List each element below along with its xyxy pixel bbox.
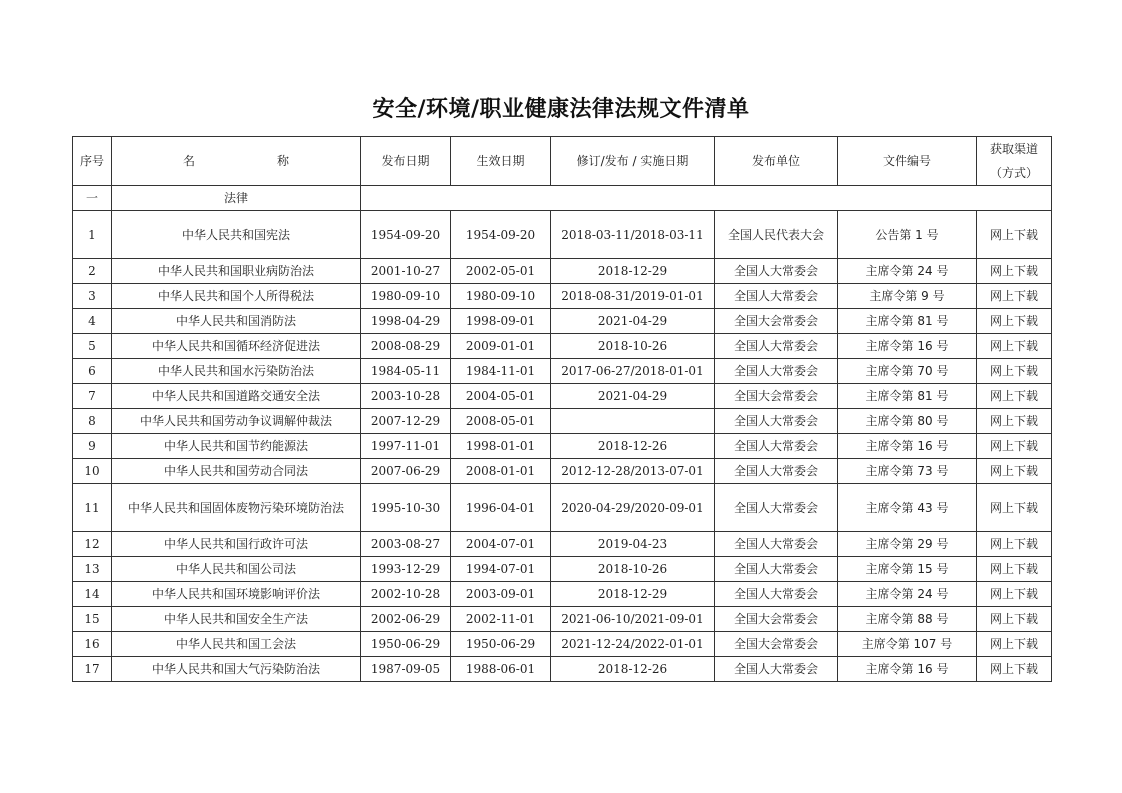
cell-publish-date: 2001-10-27 — [361, 259, 451, 284]
cell-issuer: 全国人大常委会 — [715, 284, 838, 309]
cell-revision-date: 2018-10-26 — [551, 334, 715, 359]
cell-publish-date: 1954-09-20 — [361, 211, 451, 259]
cell-publish-date: 2002-06-29 — [361, 607, 451, 632]
cell-publish-date: 2007-06-29 — [361, 459, 451, 484]
cell-publish-date: 1997-11-01 — [361, 434, 451, 459]
cell-publish-date: 2008-08-29 — [361, 334, 451, 359]
table-row — [73, 582, 1052, 607]
cell-issuer: 全国人民代表大会 — [715, 211, 838, 259]
cell-name: 中华人民共和国消防法 — [112, 309, 361, 334]
table-row — [73, 532, 1052, 557]
cell-revision-date: 2021-12-24/2022-01-01 — [551, 632, 715, 657]
cell-channel: 网上下载 — [977, 259, 1052, 284]
cell-effective-date: 1998-01-01 — [451, 434, 551, 459]
cell-doc-no: 主席令第 15 号 — [838, 557, 977, 582]
cell-channel: 网上下载 — [977, 532, 1052, 557]
cell-channel: 网上下载 — [977, 284, 1052, 309]
cell-publish-date: 1987-09-05 — [361, 657, 451, 682]
cell-seq: 16 — [73, 632, 112, 657]
cell-doc-no: 主席令第 16 号 — [838, 434, 977, 459]
cell-revision-date: 2021-04-29 — [551, 309, 715, 334]
cell-effective-date: 1950-06-29 — [451, 632, 551, 657]
cell-publish-date: 1995-10-30 — [361, 484, 451, 532]
cell-doc-no: 主席令第 29 号 — [838, 532, 977, 557]
table-row — [73, 384, 1052, 409]
section-seq: 一 — [73, 186, 112, 211]
cell-effective-date: 2008-05-01 — [451, 409, 551, 434]
cell-doc-no: 主席令第 88 号 — [838, 607, 977, 632]
cell-issuer: 全国人大常委会 — [715, 657, 838, 682]
cell-name: 中华人民共和国个人所得税法 — [112, 284, 361, 309]
cell-revision-date: 2018-12-26 — [551, 657, 715, 682]
cell-doc-no: 主席令第 43 号 — [838, 484, 977, 532]
header-name-b: 称 — [277, 154, 290, 168]
cell-doc-no: 主席令第 70 号 — [838, 359, 977, 384]
cell-revision-date: 2018-08-31/2019-01-01 — [551, 284, 715, 309]
cell-revision-date: 2018-10-26 — [551, 557, 715, 582]
cell-seq: 15 — [73, 607, 112, 632]
section-label: 法律 — [112, 186, 361, 211]
cell-seq: 5 — [73, 334, 112, 359]
cell-name: 中华人民共和国大气污染防治法 — [112, 657, 361, 682]
cell-publish-date: 1993-12-29 — [361, 557, 451, 582]
cell-seq: 12 — [73, 532, 112, 557]
cell-channel: 网上下载 — [977, 557, 1052, 582]
cell-issuer: 全国人大常委会 — [715, 582, 838, 607]
cell-name: 中华人民共和国宪法 — [112, 211, 361, 259]
table-row — [73, 557, 1052, 582]
cell-channel: 网上下载 — [977, 459, 1052, 484]
cell-channel: 网上下载 — [977, 607, 1052, 632]
cell-name: 中华人民共和国工会法 — [112, 632, 361, 657]
cell-effective-date: 1984-11-01 — [451, 359, 551, 384]
cell-seq: 6 — [73, 359, 112, 384]
cell-effective-date: 2004-07-01 — [451, 532, 551, 557]
cell-seq: 1 — [73, 211, 112, 259]
cell-effective-date: 1998-09-01 — [451, 309, 551, 334]
cell-revision-date: 2019-04-23 — [551, 532, 715, 557]
cell-revision-date: 2012-12-28/2013-07-01 — [551, 459, 715, 484]
cell-publish-date: 1998-04-29 — [361, 309, 451, 334]
cell-name: 中华人民共和国安全生产法 — [112, 607, 361, 632]
cell-publish-date: 1980-09-10 — [361, 284, 451, 309]
cell-seq: 10 — [73, 459, 112, 484]
cell-revision-date: 2018-03-11/2018-03-11 — [551, 211, 715, 259]
table-row — [73, 607, 1052, 632]
cell-issuer: 全国人大常委会 — [715, 334, 838, 359]
section-blank — [361, 186, 1052, 211]
cell-seq: 11 — [73, 484, 112, 532]
cell-name: 中华人民共和国水污染防治法 — [112, 359, 361, 384]
cell-name: 中华人民共和国道路交通安全法 — [112, 384, 361, 409]
cell-doc-no: 主席令第 16 号 — [838, 334, 977, 359]
cell-issuer: 全国人大常委会 — [715, 259, 838, 284]
cell-channel: 网上下载 — [977, 632, 1052, 657]
table-row — [73, 334, 1052, 359]
cell-seq: 8 — [73, 409, 112, 434]
cell-publish-date: 1950-06-29 — [361, 632, 451, 657]
header-row — [73, 137, 1052, 186]
page-title: 安全/环境/职业健康法律法规文件清单 — [372, 97, 750, 122]
cell-publish-date: 2003-08-27 — [361, 532, 451, 557]
cell-revision-date: 2020-04-29/2020-09-01 — [551, 484, 715, 532]
cell-effective-date: 1994-07-01 — [451, 557, 551, 582]
cell-issuer: 全国人大常委会 — [715, 359, 838, 384]
cell-issuer: 全国大会常委会 — [715, 309, 838, 334]
cell-name: 中华人民共和国节约能源法 — [112, 434, 361, 459]
cell-seq: 4 — [73, 309, 112, 334]
cell-revision-date: 2021-04-29 — [551, 384, 715, 409]
table-row — [73, 309, 1052, 334]
cell-revision-date — [551, 409, 715, 434]
cell-publish-date: 2007-12-29 — [361, 409, 451, 434]
cell-channel: 网上下载 — [977, 211, 1052, 259]
cell-doc-no: 主席令第 24 号 — [838, 582, 977, 607]
header-seq: 序号 — [73, 137, 112, 186]
cell-name: 中华人民共和国固体废物污染环境防治法 — [112, 484, 361, 532]
cell-revision-date: 2021-06-10/2021-09-01 — [551, 607, 715, 632]
cell-issuer: 全国人大常委会 — [715, 459, 838, 484]
cell-channel: 网上下载 — [977, 309, 1052, 334]
cell-channel: 网上下载 — [977, 359, 1052, 384]
cell-channel: 网上下载 — [977, 434, 1052, 459]
table-row — [73, 434, 1052, 459]
cell-doc-no: 主席令第 24 号 — [838, 259, 977, 284]
cell-effective-date: 1980-09-10 — [451, 284, 551, 309]
cell-seq: 3 — [73, 284, 112, 309]
cell-publish-date: 1984-05-11 — [361, 359, 451, 384]
cell-doc-no: 主席令第 80 号 — [838, 409, 977, 434]
cell-doc-no: 公告第 1 号 — [838, 211, 977, 259]
header-name — [112, 137, 361, 186]
table-row — [73, 211, 1052, 259]
header-issuer: 发布单位 — [715, 137, 838, 186]
table-row — [73, 632, 1052, 657]
cell-doc-no: 主席令第 81 号 — [838, 309, 977, 334]
cell-effective-date: 2002-05-01 — [451, 259, 551, 284]
cell-issuer: 全国人大常委会 — [715, 409, 838, 434]
cell-revision-date: 2018-12-29 — [551, 259, 715, 284]
cell-effective-date: 1996-04-01 — [451, 484, 551, 532]
cell-name: 中华人民共和国劳动争议调解仲裁法 — [112, 409, 361, 434]
cell-issuer: 全国人大常委会 — [715, 434, 838, 459]
header-effective-date: 生效日期 — [451, 137, 551, 186]
cell-effective-date: 2003-09-01 — [451, 582, 551, 607]
cell-channel: 网上下载 — [977, 334, 1052, 359]
header-revision-date: 修订/发布 / 实施日期 — [551, 137, 715, 186]
cell-doc-no: 主席令第 81 号 — [838, 384, 977, 409]
table-row — [73, 284, 1052, 309]
cell-seq: 7 — [73, 384, 112, 409]
cell-effective-date: 2004-05-01 — [451, 384, 551, 409]
cell-publish-date: 2002-10-28 — [361, 582, 451, 607]
cell-issuer: 全国大会常委会 — [715, 384, 838, 409]
cell-effective-date: 2002-11-01 — [451, 607, 551, 632]
cell-issuer: 全国大会常委会 — [715, 632, 838, 657]
table-row — [73, 657, 1052, 682]
cell-seq: 14 — [73, 582, 112, 607]
cell-effective-date: 1988-06-01 — [451, 657, 551, 682]
cell-effective-date: 1954-09-20 — [451, 211, 551, 259]
cell-seq: 13 — [73, 557, 112, 582]
cell-seq: 2 — [73, 259, 112, 284]
cell-name: 中华人民共和国职业病防治法 — [112, 259, 361, 284]
cell-name: 中华人民共和国环境影响评价法 — [112, 582, 361, 607]
cell-revision-date: 2018-12-29 — [551, 582, 715, 607]
header-publish-date: 发布日期 — [361, 137, 451, 186]
header-name-a: 名 — [182, 154, 195, 168]
cell-name: 中华人民共和国公司法 — [112, 557, 361, 582]
cell-publish-date: 2003-10-28 — [361, 384, 451, 409]
cell-doc-no: 主席令第 9 号 — [838, 284, 977, 309]
cell-effective-date: 2009-01-01 — [451, 334, 551, 359]
cell-effective-date: 2008-01-01 — [451, 459, 551, 484]
header-channel: 获取渠道（方式） — [977, 137, 1052, 186]
cell-channel: 网上下载 — [977, 657, 1052, 682]
cell-issuer: 全国大会常委会 — [715, 607, 838, 632]
cell-seq: 17 — [73, 657, 112, 682]
cell-issuer: 全国人大常委会 — [715, 557, 838, 582]
section-row — [73, 186, 1052, 211]
cell-name: 中华人民共和国行政许可法 — [112, 532, 361, 557]
header-doc-no: 文件编号 — [838, 137, 977, 186]
table-row — [73, 484, 1052, 532]
cell-doc-no: 主席令第 73 号 — [838, 459, 977, 484]
cell-seq: 9 — [73, 434, 112, 459]
regulations-table — [72, 136, 1052, 682]
cell-doc-no: 主席令第 107 号 — [838, 632, 977, 657]
cell-issuer: 全国人大常委会 — [715, 532, 838, 557]
table-row — [73, 359, 1052, 384]
table-row — [73, 409, 1052, 434]
table-row — [73, 259, 1052, 284]
cell-channel: 网上下载 — [977, 582, 1052, 607]
cell-revision-date: 2018-12-26 — [551, 434, 715, 459]
cell-revision-date: 2017-06-27/2018-01-01 — [551, 359, 715, 384]
cell-name: 中华人民共和国循环经济促进法 — [112, 334, 361, 359]
cell-channel: 网上下载 — [977, 484, 1052, 532]
cell-name: 中华人民共和国劳动合同法 — [112, 459, 361, 484]
cell-channel: 网上下载 — [977, 409, 1052, 434]
cell-channel: 网上下载 — [977, 384, 1052, 409]
cell-doc-no: 主席令第 16 号 — [838, 657, 977, 682]
table-row — [73, 459, 1052, 484]
cell-issuer: 全国人大常委会 — [715, 484, 838, 532]
